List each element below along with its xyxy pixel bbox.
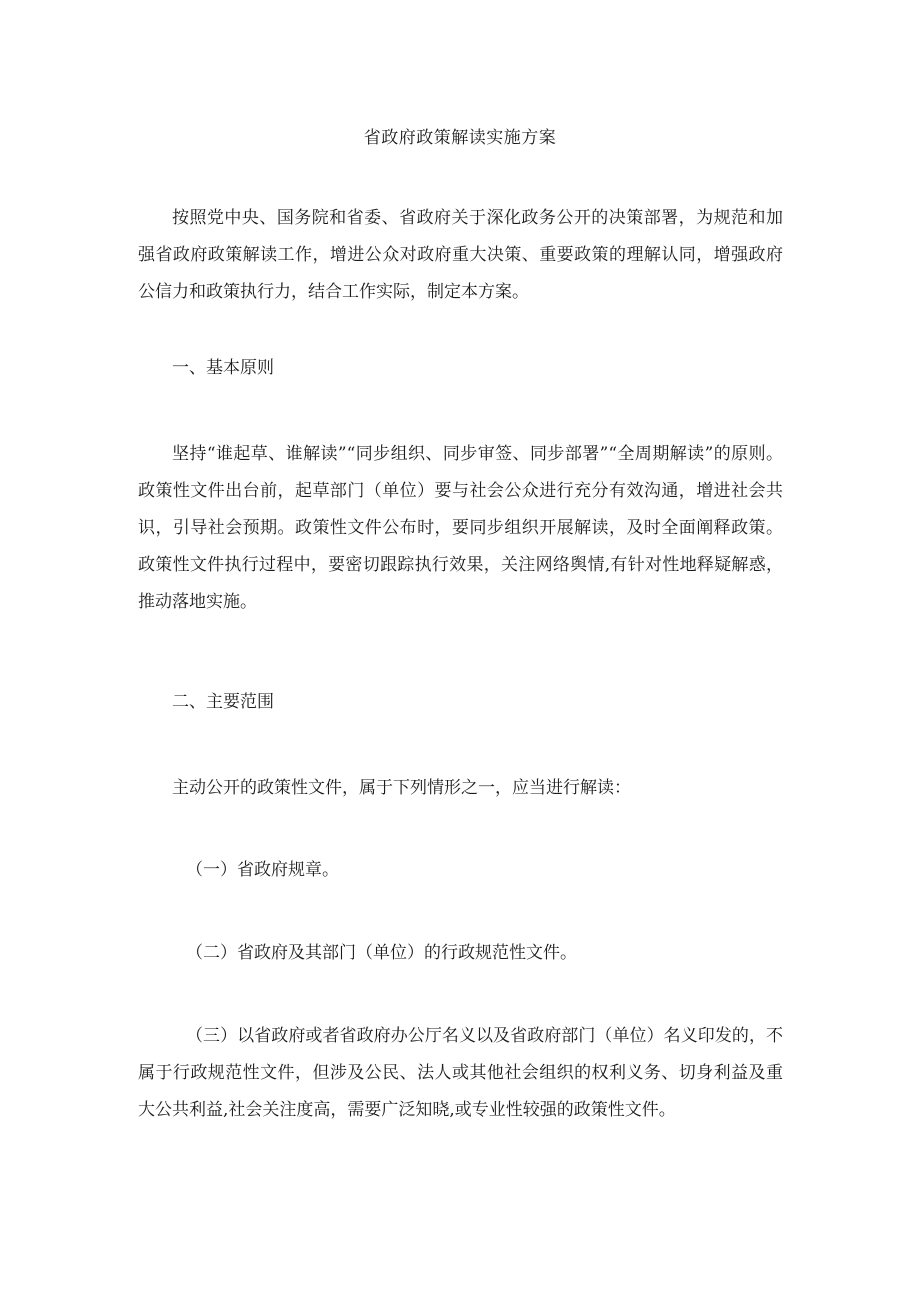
- scope-item-3: （三）以省政府或者省政府办公厅名义以及省政府部门（单位）名义印发的，不属于行政规范性文件，但涉及公民、法人或其他社会组织的权利义务、切身利益及重大公共利益,社会关注度高，需要广泛知晓,或专业性较强的政策性文件。: [138, 1026, 783, 1120]
- scope-item-1: （一）省政府规章。: [186, 860, 339, 880]
- scope-item-2: （二）省政府及其部门（单位）的行政规范性文件。: [186, 943, 577, 963]
- intro-paragraph: 按照党中央、国务院和省委、省政府关于深化政务公开的决策部署，为规范和加强省政府政策解读工作，增进公众对政府重大决策、重要政策的理解认同，增强政府公信力和政策执行力，结合工作实际，制定本方案。: [138, 208, 783, 302]
- section-heading-principles: 一、基本原则: [172, 358, 274, 378]
- section-heading-scope: 二、主要范围: [172, 692, 274, 712]
- principles-paragraph: 坚持“谁起草、谁解读”“同步组织、同步审签、同步部署”“全周期解读”的原则。政策性文件出台前，起草部门（单位）要与社会公众进行充分有效沟通，增进社会共识，引导社会预期。政策性文件公布时，要同步组织开展解读，及时全面阐释政策。政策性文件执行过程中，要密切跟踪执行效果，关注网络舆情,有针对性地释疑解惑，推动落地实施。: [138, 444, 783, 612]
- scope-lead-paragraph: 主动公开的政策性文件，属于下列情形之一，应当进行解读：: [172, 778, 631, 798]
- document-title: 省政府政策解读实施方案: [363, 128, 557, 148]
